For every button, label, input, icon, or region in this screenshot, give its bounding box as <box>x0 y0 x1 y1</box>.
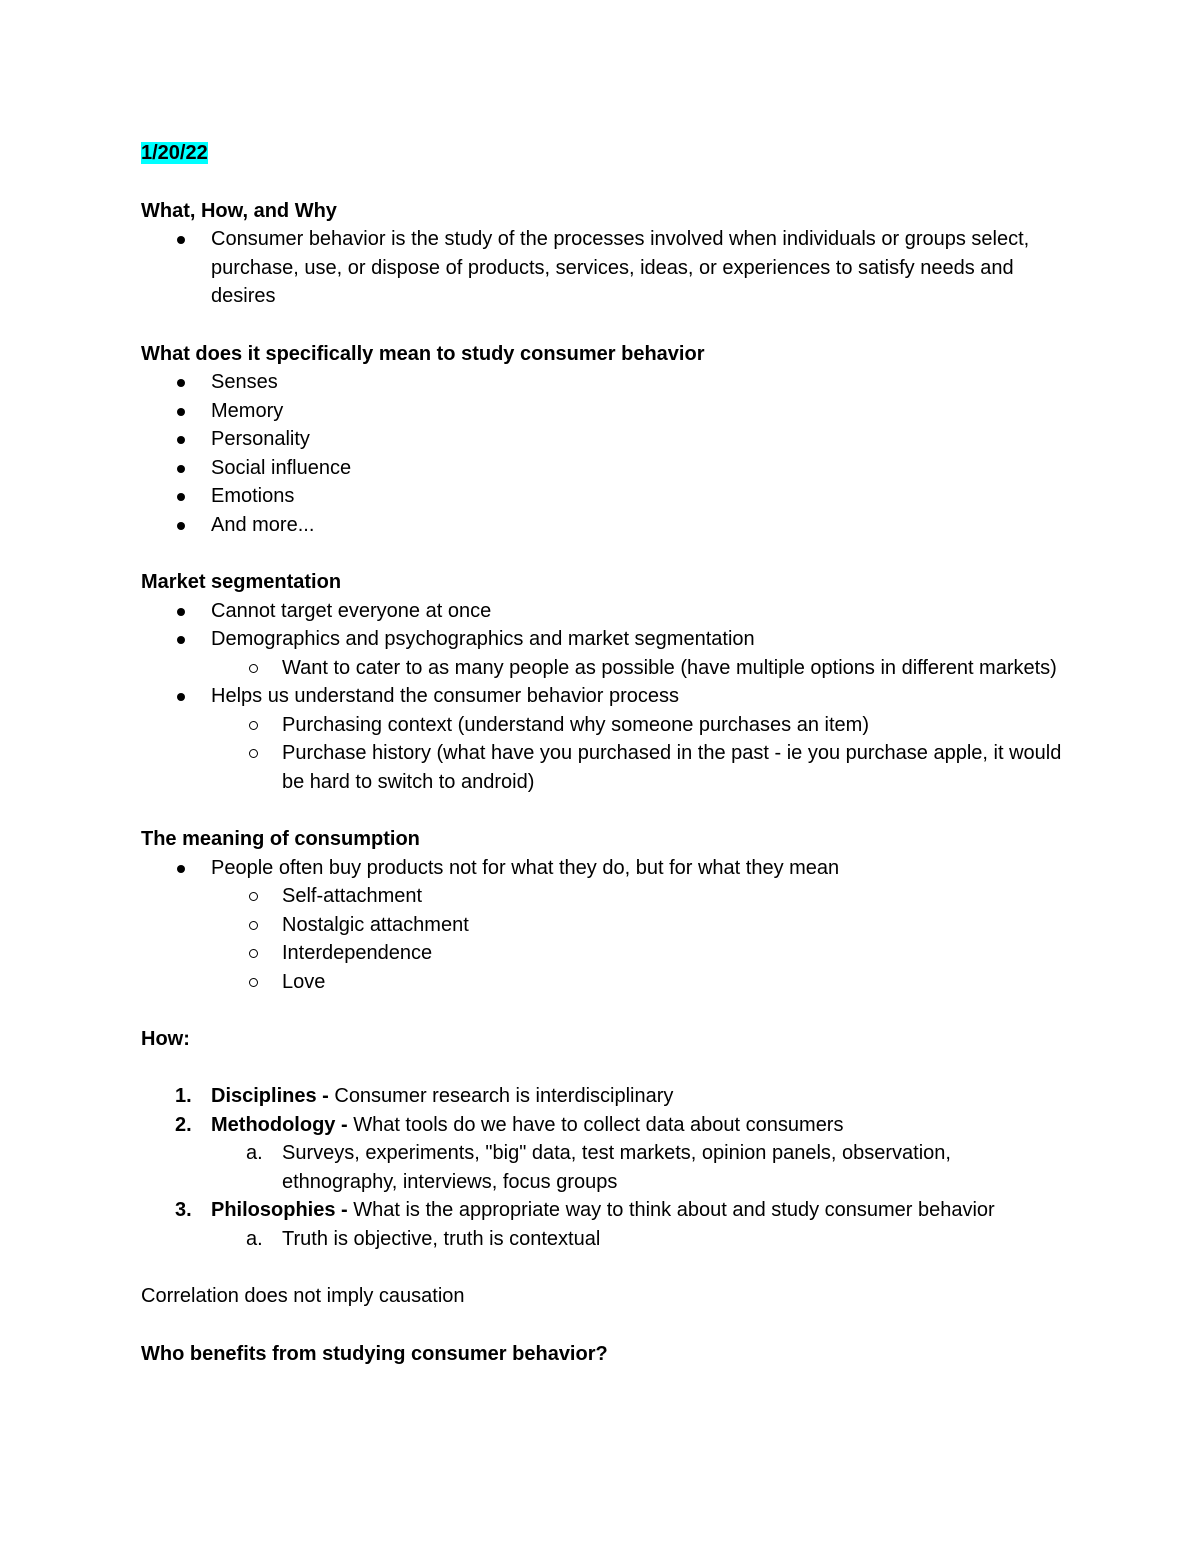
lettered-sub-item: a. Truth is objective, truth is contextual <box>246 1227 601 1250</box>
numbered-item: 1. Disciplines - Consumer research is interdisciplinary <box>175 1085 674 1107</box>
section1-list <box>141 225 1071 311</box>
list-item: Helps us understand the consumer behavior process <box>141 682 1071 711</box>
hollow-bullet-icon <box>249 721 258 730</box>
bullet-icon <box>177 608 185 616</box>
hollow-bullet-icon <box>249 892 258 901</box>
hollow-bullet-icon <box>249 664 258 673</box>
list-item: People often buy products not for what they do, but for what they mean <box>141 854 1071 883</box>
section-heading-who-benefits: Who benefits from studying consumer behavior? <box>141 1342 608 1365</box>
list-item: Consumer behavior is the study of the processes involved when individuals or groups select, purchase, use, or dispose of products, services, ideas, or experiences to satisfy needs and desires <box>141 225 1071 311</box>
section-heading-meaning-of-consumption: The meaning of consumption <box>141 828 420 850</box>
bullet-icon <box>177 522 185 530</box>
list-item: Social influence <box>141 454 1071 483</box>
bullet-icon <box>177 236 185 244</box>
bullet-icon <box>177 493 185 501</box>
bullet-icon <box>177 436 185 444</box>
list-item: Personality <box>141 425 1071 454</box>
date-highlight: 1/20/22 <box>141 142 208 164</box>
section-heading-study-meaning: What does it specifically mean to study consumer behavior <box>141 342 705 365</box>
numbered-item: 2. Methodology - What tools do we have to collect data about consumers <box>175 1113 844 1136</box>
list-item: Emotions <box>141 482 1071 511</box>
sub-list-item: Interdependence <box>141 939 1071 968</box>
list-item: Senses <box>141 368 1071 397</box>
numbered-item: 3. Philosophies - What is the appropriate way to think about and study consumer behavior <box>175 1199 995 1221</box>
section3-list <box>141 597 1071 797</box>
bullet-icon <box>177 865 185 873</box>
list-item: Cannot target everyone at once <box>141 597 1071 626</box>
sub-list-item: Want to cater to as many people as possible (have multiple options in different markets) <box>141 654 1071 683</box>
bullet-icon <box>177 693 185 701</box>
bullet-icon <box>177 379 185 387</box>
how-numbered-list <box>141 1082 1071 1253</box>
sub-list-item: Self-attachment <box>141 882 1071 911</box>
hollow-bullet-icon <box>249 749 258 758</box>
sub-list-item: Love <box>141 968 1071 997</box>
list-item: Demographics and psychographics and market segmentation <box>141 625 1071 654</box>
lettered-sub-item: a. Surveys, experiments, "big" data, test markets, opinion panels, observation, ethnography, interviews, focus groups <box>246 1142 951 1193</box>
blank-line <box>141 1054 1071 1083</box>
section2-list <box>141 368 1071 539</box>
date-heading <box>141 139 1071 168</box>
hollow-bullet-icon <box>249 921 258 930</box>
section-heading-what-how-why: What, How, and Why <box>141 199 337 222</box>
section-heading-how: How: <box>141 1028 190 1050</box>
sub-list-item: Purchasing context (understand why someone purchases an item) <box>141 711 1071 740</box>
list-item: Memory <box>141 397 1071 426</box>
bullet-icon <box>177 636 185 644</box>
bullet-icon <box>177 408 185 416</box>
sub-list-item: Purchase history (what have you purchased in the past - ie you purchase apple, it would be hard to switch to android) <box>141 739 1071 796</box>
document-page <box>141 139 1071 1368</box>
hollow-bullet-icon <box>249 978 258 987</box>
bullet-icon <box>177 465 185 473</box>
sub-list-item: Nostalgic attachment <box>141 911 1071 940</box>
list-item: And more... <box>141 511 1071 540</box>
hollow-bullet-icon <box>249 949 258 958</box>
section-heading-market-segmentation: Market segmentation <box>141 571 342 593</box>
section4-list <box>141 854 1071 997</box>
correlation-note: Correlation does not imply causation <box>141 1285 465 1307</box>
